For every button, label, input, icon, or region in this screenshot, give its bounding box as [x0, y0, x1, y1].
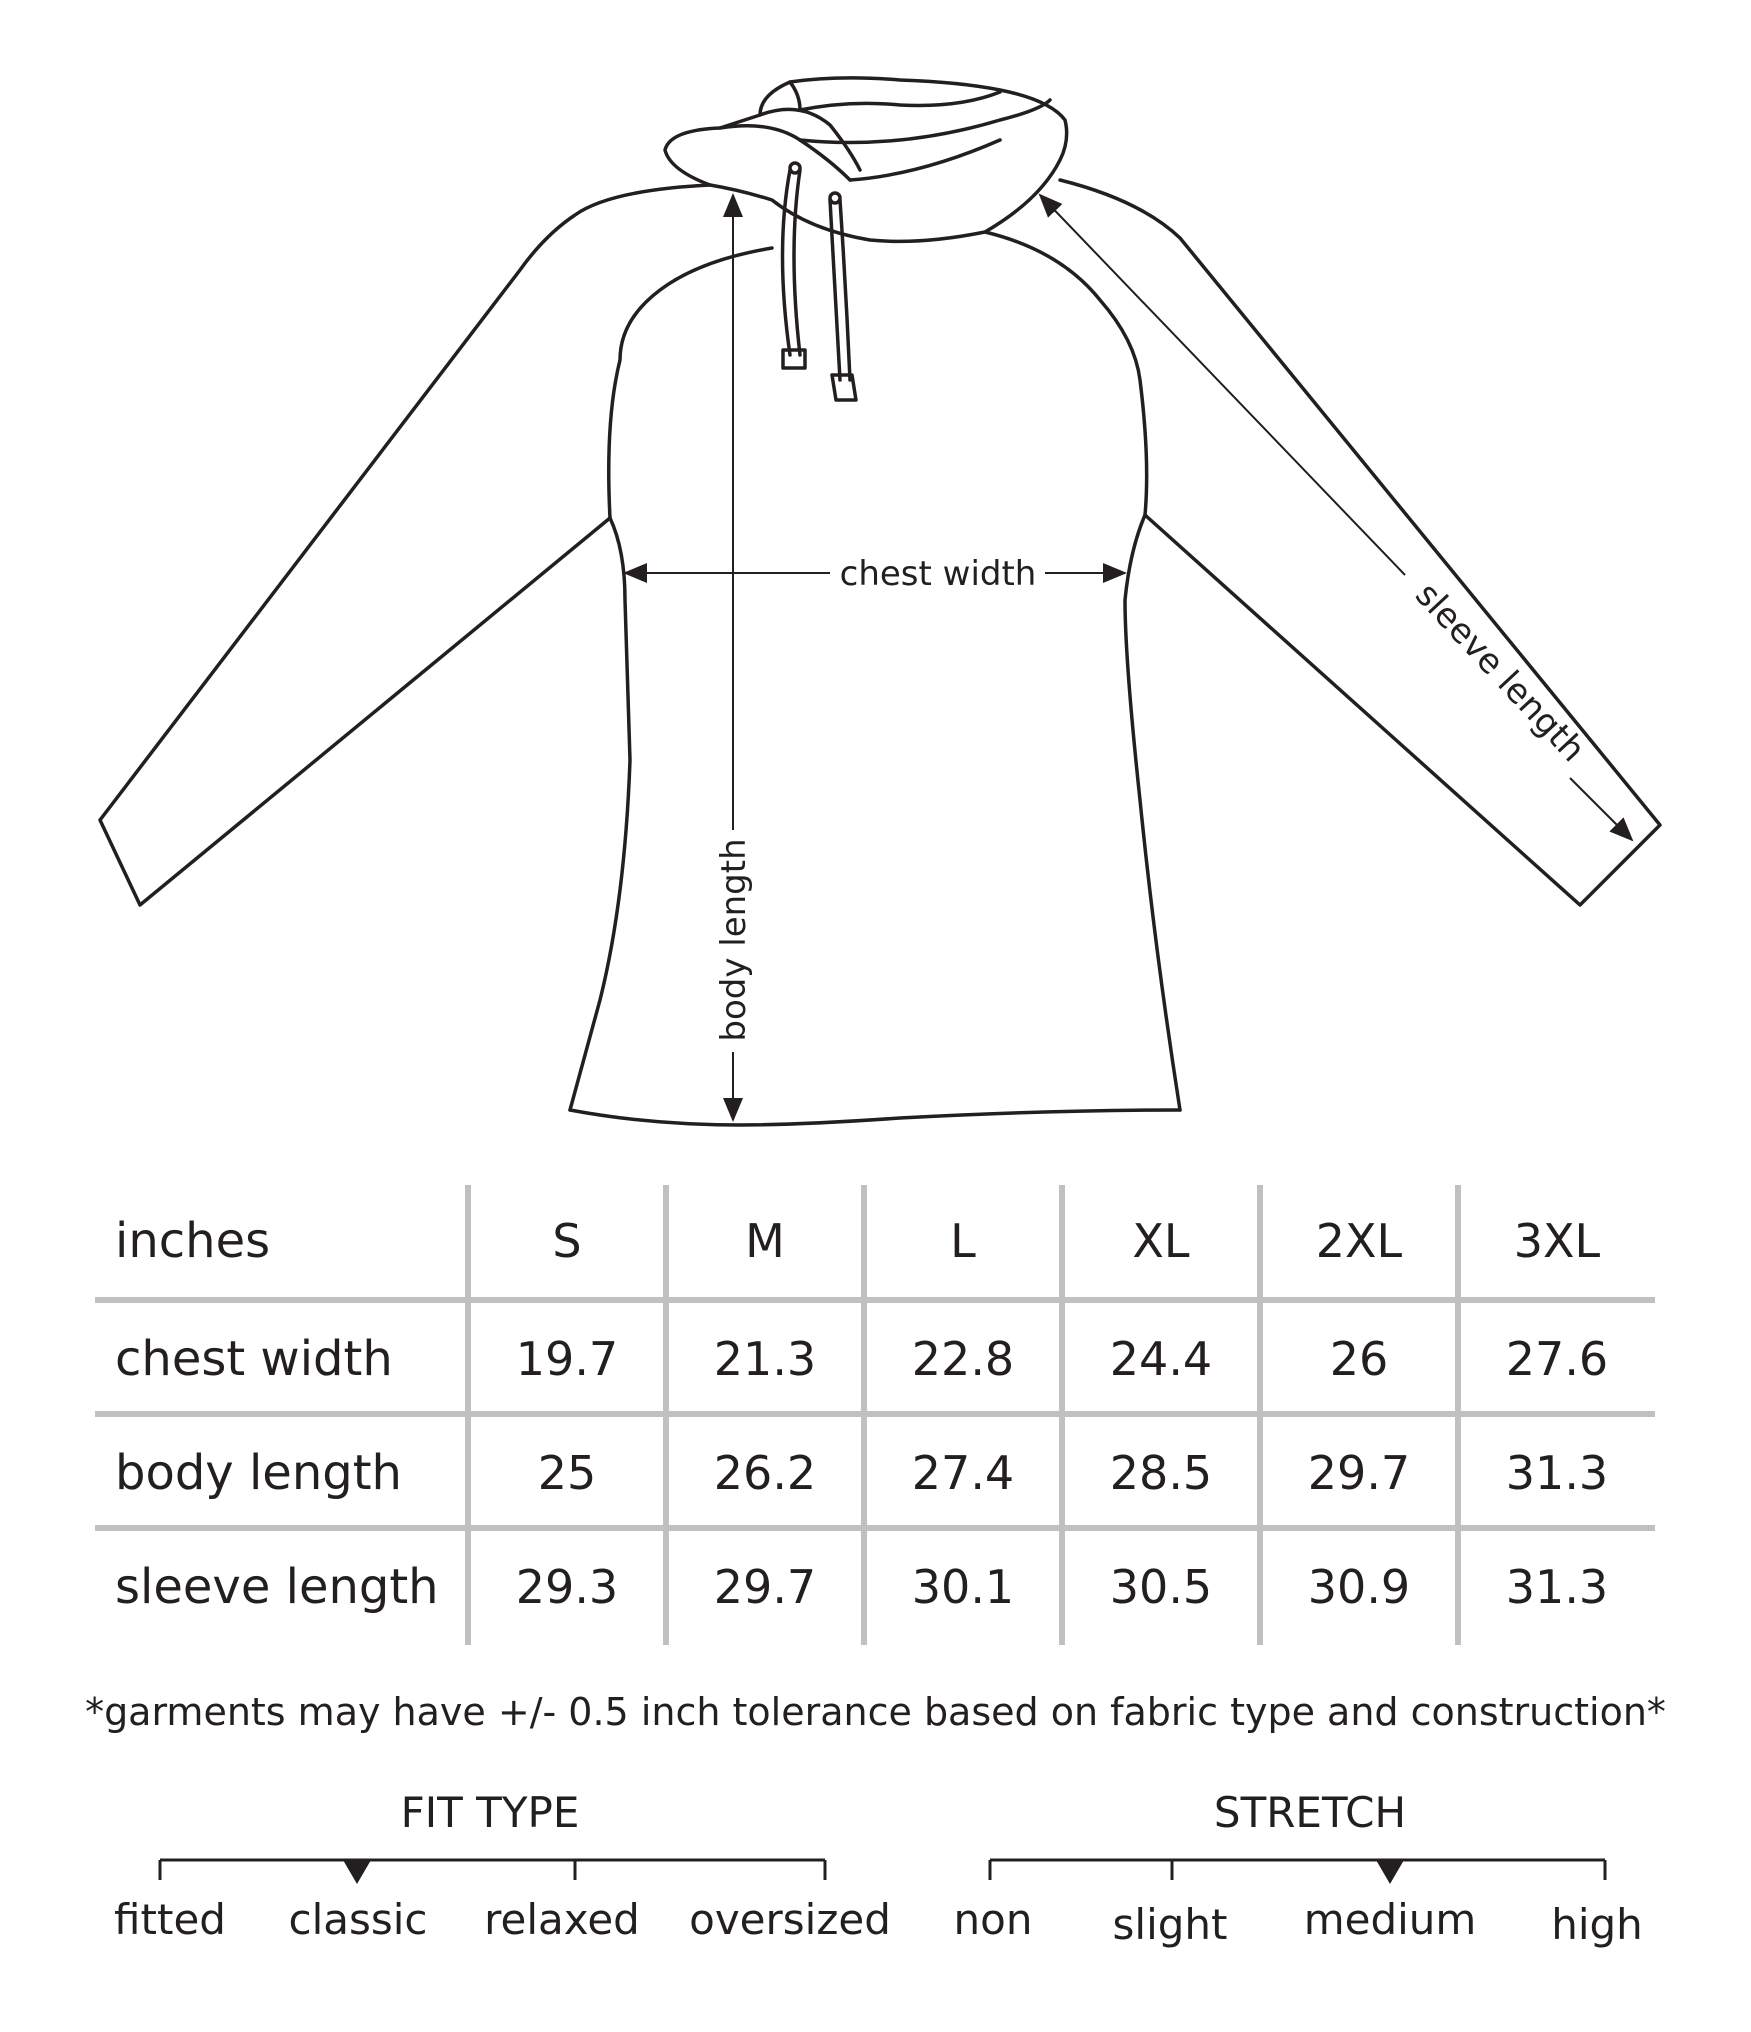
table-cell: 19.7: [515, 1332, 619, 1386]
size-header-2xl: 2XL: [1315, 1214, 1403, 1268]
fit-option-oversized: oversized: [689, 1895, 891, 1944]
fit-option-classic: classic: [288, 1895, 428, 1944]
table-cell: 30.1: [911, 1560, 1015, 1614]
size-header-xl: XL: [1132, 1214, 1190, 1268]
table-cell: 24.4: [1109, 1332, 1213, 1386]
table-cell: 31.3: [1505, 1560, 1609, 1614]
table-cell: 29.7: [1307, 1446, 1411, 1500]
fit-type-title: FIT TYPE: [400, 1788, 580, 1837]
stretch-option-non: non: [953, 1895, 1033, 1944]
row-label-sleeve-length: sleeve length: [115, 1559, 439, 1615]
stretch-option-medium: medium: [1303, 1895, 1477, 1944]
fit-option-fitted: fitted: [114, 1895, 226, 1944]
sleeve-length-arrow-top: [1040, 195, 1405, 575]
table-cell: 22.8: [911, 1332, 1015, 1386]
table-cell: 29.3: [515, 1560, 619, 1614]
table-cell: 25: [537, 1446, 597, 1500]
table-cell: 26: [1329, 1332, 1389, 1386]
size-table: [95, 1185, 1655, 1645]
fit-type-scale: [150, 1850, 840, 1890]
table-cell: 31.3: [1505, 1446, 1609, 1500]
unit-header: inches: [115, 1213, 271, 1269]
table-cell: 21.3: [713, 1332, 817, 1386]
sleeve-length-label: sleeve length: [1407, 575, 1593, 770]
fit-option-relaxed: relaxed: [484, 1895, 640, 1944]
stretch-option-high: high: [1551, 1900, 1643, 1949]
chest-width-label: chest width: [839, 554, 1037, 594]
table-cell: 27.4: [911, 1446, 1015, 1500]
table-cell: 26.2: [713, 1446, 817, 1500]
size-header-l: L: [950, 1214, 976, 1268]
table-cell: 30.5: [1109, 1560, 1213, 1614]
stretch-title: STRETCH: [1213, 1788, 1407, 1837]
table-cell: 30.9: [1307, 1560, 1411, 1614]
fit-type-marker-icon: [343, 1860, 371, 1884]
stretch-option-slight: slight: [1112, 1900, 1228, 1949]
stretch-marker-icon: [1376, 1860, 1404, 1884]
table-cell: 29.7: [713, 1560, 817, 1614]
size-header-3xl: 3XL: [1513, 1214, 1601, 1268]
size-header-s: S: [552, 1214, 582, 1268]
sleeve-length-arrow-bottom: [1570, 778, 1632, 840]
body-length-label: body length: [714, 838, 754, 1042]
tolerance-note: *garments may have +/- 0.5 inch tolerance based on fabric type and construction*: [85, 1690, 1666, 1734]
stretch-scale: [980, 1850, 1620, 1890]
row-label-chest-width: chest width: [115, 1331, 393, 1387]
size-header-m: M: [745, 1214, 785, 1268]
table-cell: 28.5: [1109, 1446, 1213, 1500]
table-cell: 27.6: [1505, 1332, 1609, 1386]
row-label-body-length: body length: [115, 1445, 402, 1501]
